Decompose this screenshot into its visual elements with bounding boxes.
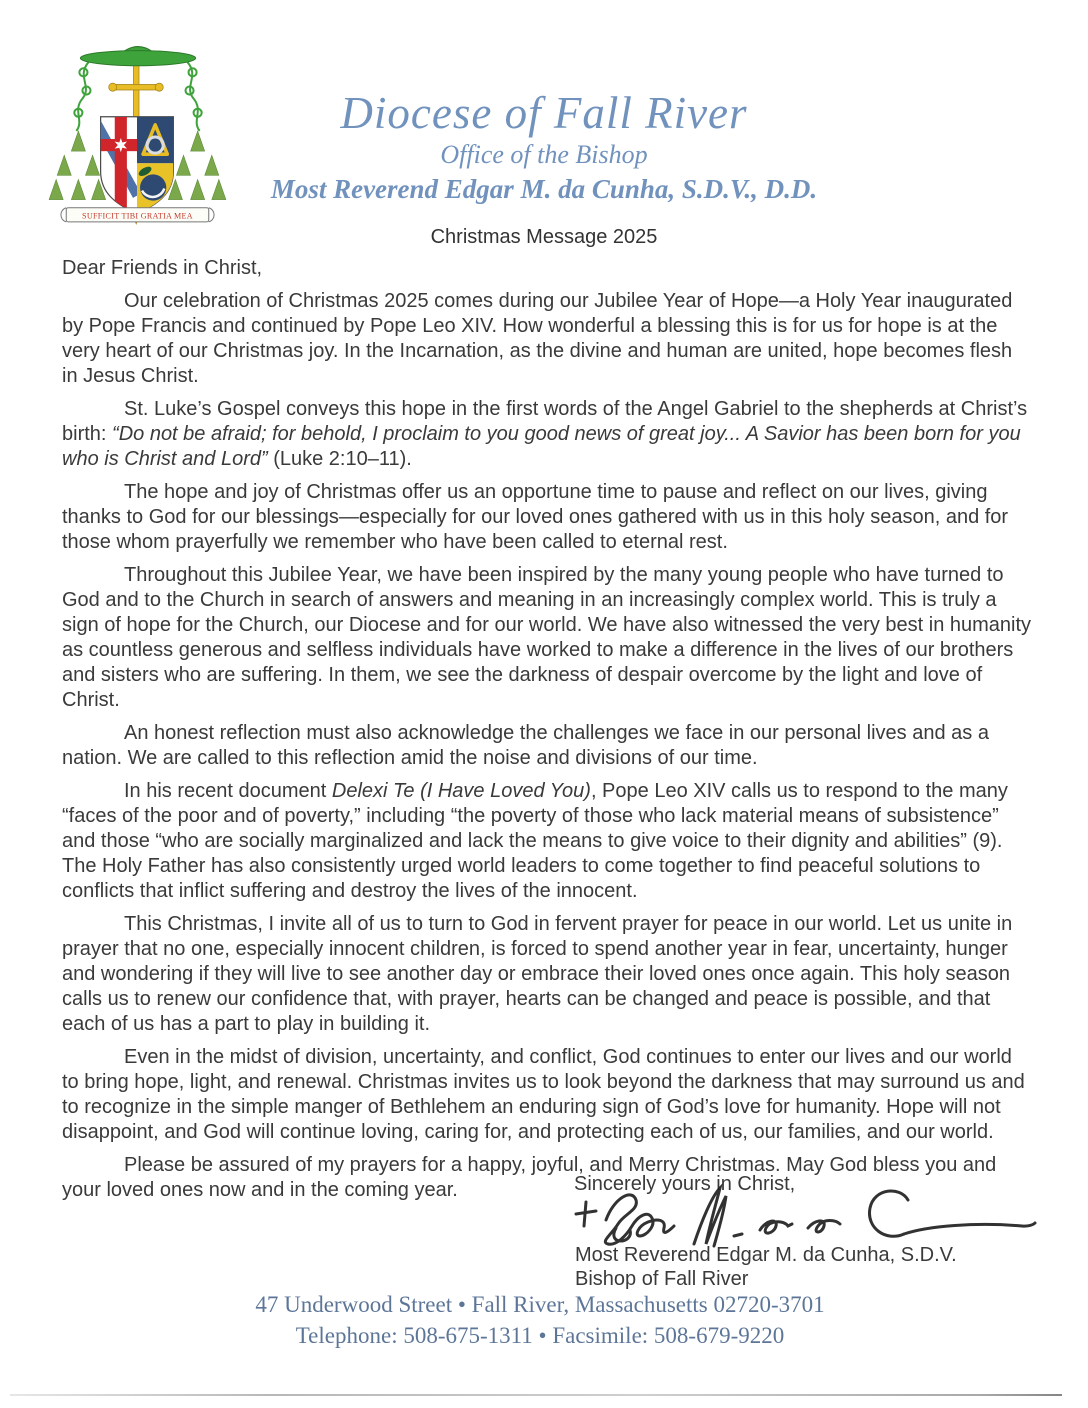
footer-contact: Telephone: 508-675-1311 • Facsimile: 508-679-9220 bbox=[295, 1323, 785, 1348]
scripture-citation: (Luke 2:10–11). bbox=[267, 448, 412, 470]
office-subtitle: Office of the Bishop bbox=[440, 140, 648, 169]
closing-line: Sincerely yours in Christ, bbox=[574, 1173, 796, 1195]
paragraph-6-text-cont: , Pope Leo XIV calls us to respond to the many “faces of the poor and of poverty,” including “the poverty of those who lack material means of subsistence” and those “who are socially marginalized and lack the means to give voice to their dignity and abilities” (9). The Holy Father has also consistently urged world leaders to come together to find peaceful solutions to conflicts that inflict suffering and destroy the lives of the innocent. bbox=[62, 780, 1008, 902]
signer-title: Bishop of Fall River bbox=[575, 1268, 749, 1290]
paragraph-5-text: An honest reflection must also acknowledge the challenges we face in our personal lives and as a nation. We are called to this reflection amid the noise and divisions of our time. bbox=[62, 722, 989, 769]
paragraph-5 bbox=[62, 721, 1032, 771]
paragraph-7 bbox=[62, 912, 1032, 1037]
letterhead bbox=[0, 88, 1088, 249]
signer-name: Most Reverend Edgar M. da Cunha, S.D.V. bbox=[575, 1244, 957, 1266]
paragraph-8-text: Even in the midst of division, uncertainty, and conflict, God continues to enter our lives and our world to bring hope, light, and renewal. Christmas invites us to look beyond the darkness that may surround us and to recognize in the simple manger of Bethlehem an enduring sign of God’s love for humanity. Hope will not disappoint, and God will continue loving, caring for, and protecting each of us, our families, and our world. bbox=[62, 1046, 1025, 1143]
signature-block bbox=[572, 1172, 1042, 1302]
bishop-name-line: Most Reverend Edgar M. da Cunha, S.D.V., D.D. bbox=[270, 174, 818, 204]
scripture-quote: “Do not be afraid; for behold, I proclaim to you good news of great joy... A Savior has been born for you who is Christ and Lord” bbox=[62, 423, 1021, 470]
paragraph-3-text: The hope and joy of Christmas offer us an opportune time to pause and reflect on our lives, giving thanks to God for our blessings—especially for our loved ones gathered with us in this holy season, and for those whom prayerfully we remember who have been called to eternal rest. bbox=[62, 481, 1009, 553]
paragraph-2-text: St. Luke’s Gospel conveys this hope in the first words of the Angel Gabriel to the shepherds at Christ’s birth: bbox=[62, 398, 1028, 445]
crest-motto: SUFFICIT TIBI GRATIA MEA bbox=[82, 211, 193, 221]
letter-footer bbox=[0, 1291, 1080, 1349]
paragraph-4-text: Throughout this Jubilee Year, we have been inspired by the many young people who have turned to God and to the Church in search of answers and meaning in an increasingly complex world. This is truly a sign of hope for the Church, our Diocese and for our world. We have also witnessed the very best in humanity as countless generous and selfless individuals have worked to make a difference in the lives of our brothers and sisters who are suffering. In them, we see the darkness of despair overcome by the light and love of Christ. bbox=[62, 564, 1032, 711]
paragraph-1-text: Our celebration of Christmas 2025 comes during our Jubilee Year of Hope—a Holy Year inaugurated by Pope Francis and continued by Pope Leo XIV. How wonderful a blessing this is for us for hope is at the very heart of our Christmas joy. In the Incarnation, as the divine and human are united, hope becomes flesh in Jesus Christ. bbox=[62, 290, 1013, 387]
paragraph-6-text: In his recent document bbox=[124, 780, 332, 802]
galero-hat-icon bbox=[80, 47, 195, 66]
paragraph-2 bbox=[62, 397, 1032, 472]
salutation: Dear Friends in Christ, bbox=[62, 257, 263, 279]
diocese-title: Diocese of Fall River bbox=[340, 88, 748, 138]
paragraph-6 bbox=[62, 779, 1032, 904]
paragraph-1 bbox=[62, 289, 1032, 389]
paragraph-8 bbox=[62, 1045, 1032, 1145]
paragraph-4 bbox=[62, 563, 1032, 713]
paragraph-9-text: Please be assured of my prayers for a happy, joyful, and Merry Christmas. May God bless you and your loved ones now and in the coming year. bbox=[62, 1154, 997, 1201]
footer-address: 47 Underwood Street • Fall River, Massachusetts 02720-3701 bbox=[255, 1292, 825, 1317]
paragraph-3 bbox=[62, 480, 1032, 555]
document-title-italic: Delexi Te (I Have Loved You) bbox=[331, 780, 591, 802]
letter-body bbox=[62, 256, 1032, 1203]
scan-artifact-line bbox=[10, 1394, 1062, 1396]
paragraph-7-text: This Christmas, I invite all of us to turn to God in fervent prayer for peace in our world. Let us unite in prayer that no one, especially innocent children, is forced to spend another year in fear, uncertainty, hunger and wondering if they will live to see another day or embrace their loved ones once again. This holy season calls us to renew our confidence that, with prayer, hearts can be changed and peace is possible, and that each of us has a part to play in building it. bbox=[62, 913, 1013, 1035]
message-title: Christmas Message 2025 bbox=[430, 226, 658, 248]
